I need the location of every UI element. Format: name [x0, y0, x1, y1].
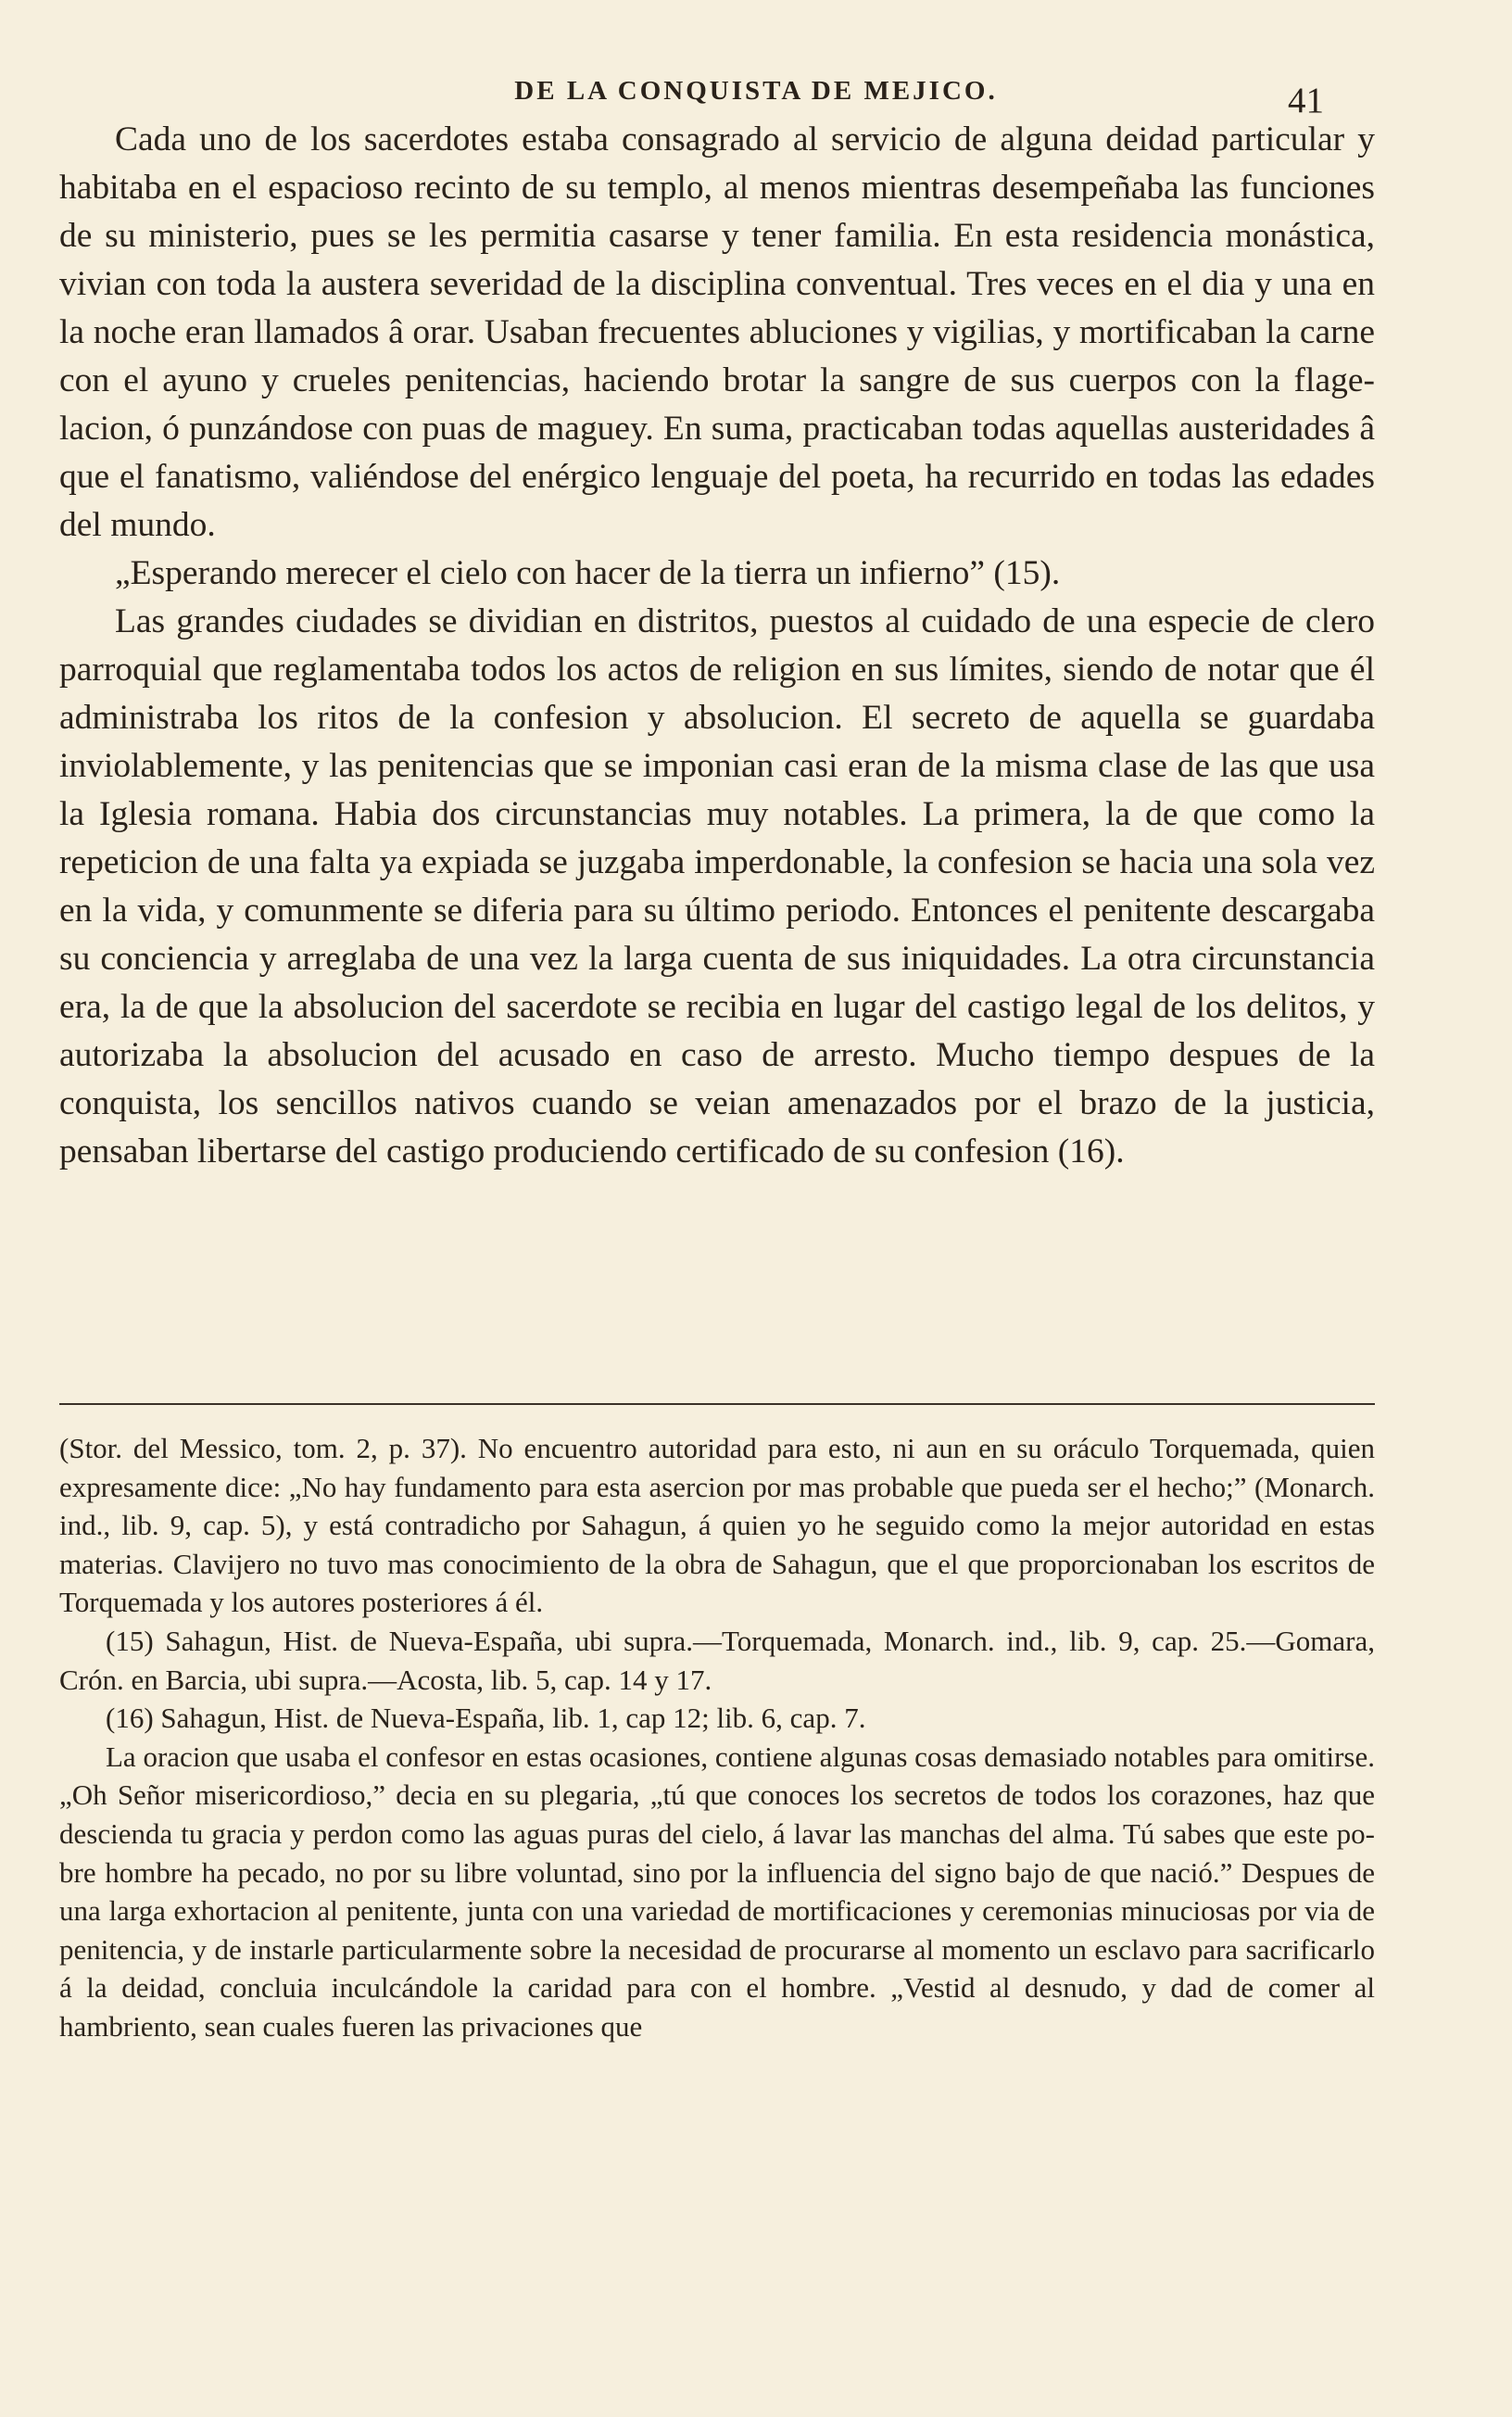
quoted-verse: „Esperando merecer el cielo con hacer de la tierra un infierno” (15).	[115, 554, 1061, 592]
paragraph-confession: Las grandes ciudades se dividian en distritos, puestos al cuidado de una especie de clero parroquial que reglamentaba todos los actos de religion en sus límites, siendo de notar que él administraba los ritos de la confesion y absolucion. El secreto de aquella se guardaba inviolablemente, y las penitencias que se imponian casi eran de la misma clase de las que usa la Iglesia romana. Habia dos circunstancias muy notables. La primera, la de que como la repeticion de una falta ya expiada se juzgaba imperdonable, la confesion se hacia una sola vez en la vida, y comunmente se diferia para su último periodo. Entonces el penitente descargaba su conciencia y arreglaba de una vez la larga cuenta de sus iniquidades. La otra circunstancia era, la de que la absolucion del sacerdote se recibia en lugar del castigo legal de los delitos, y autorizaba la absolucion del acusado en caso de arresto. Mucho tiempo despues de la conquista, los sencillos nativos cuando se veian amenazados por el brazo de la justicia, pensaban libertarse del castigo produciendo certificado de su confesion (16).	[59, 602, 1375, 1171]
running-title: DE LA CONQUISTA DE MEJICO.	[514, 76, 998, 106]
footnotes	[59, 1429, 1375, 2046]
page-number: 41	[1288, 81, 1324, 120]
footnote-divider	[59, 1403, 1375, 1405]
footnote-16-text: La oracion que usaba el confesor en estas ocasiones, contiene algunas cosas demasiado notables para omitirse. „Oh Señor misericordioso,” decia en su plegaria, „tú que conoces los secretos de todos los corazones, haz que descienda tu gracia y perdon como las aguas puras del cielo, á lavar las manchas del alma. Tú sabes que este pobre hombre ha pecado, no por su libre voluntad, sino por la influencia del signo bajo de que nació.” Despues de una larga exhortacion al penitente, junta con una variedad de mortificaciones y ceremonias minuciosas por via de penitencia, y de instarle particularmente sobre la necesidad de procurarse al momento un esclavo para sacrificarlo á la deidad, concluia inculcándole la caridad para con el hombre. „Vestid al desnudo, y dad de comer al hambriento, sean cuales fueren las privaciones que	[59, 1740, 1375, 2043]
footnote-16: (16) Sahagun, Hist. de Nueva-España, lib. 1, cap 12; lib. 6, cap. 7.	[106, 1702, 866, 1735]
paragraph-priests: Cada uno de los sacerdotes estaba consagrado al servicio de alguna deidad particular y habitaba en el espacioso recinto de su templo, al menos mientras desempeñaba las funciones de su ministerio, pues se les permitia casarse y tener familia. En esta residencia monástica, vivian con toda la austera severidad de la disciplina conventual. Tres veces en el dia y una en la noche eran llamados â orar. Usaban frecuentes abluciones y vigilias, y mortificaban la carne con el ayuno y crueles penitencias, haciendo brotar la sangre de sus cuerpos con la flagelacion, ó punzándose con puas de maguey. En suma, practicaban todas aquellas austeridades â que el fanatismo, valiéndose del enérgico lenguaje del poeta, ha recurrido en todas las edades del mundo.	[59, 120, 1375, 544]
main-text	[59, 116, 1375, 1176]
footnote-continuation: (Stor. del Messico, tom. 2, p. 37). No encuentro autoridad para esto, ni aun en su oráculo Torquemada, quien expresamente dice: „No hay fundamento para esta asercion por mas probable que pueda ser el hecho;” (Monarch. ind., lib. 9, cap. 5), y está contradicho por Sahagun, á quien yo he seguido como la mejor autoridad en estas materias. Clavijero no tuvo mas conocimiento de la obra de Sahagun, que el que proporcionaban los escritos de Torquemada y los autores posteriores á él.	[59, 1432, 1375, 1619]
footnote-15: (15) Sahagun, Hist. de Nueva-España, ubi supra.—Torquemada, Monarch. ind., lib. 9, cap. 25.—Gomara, Crón. en Barcia, ubi supra.—Acosta, lib. 5, cap. 14 y 17.	[59, 1624, 1375, 1696]
